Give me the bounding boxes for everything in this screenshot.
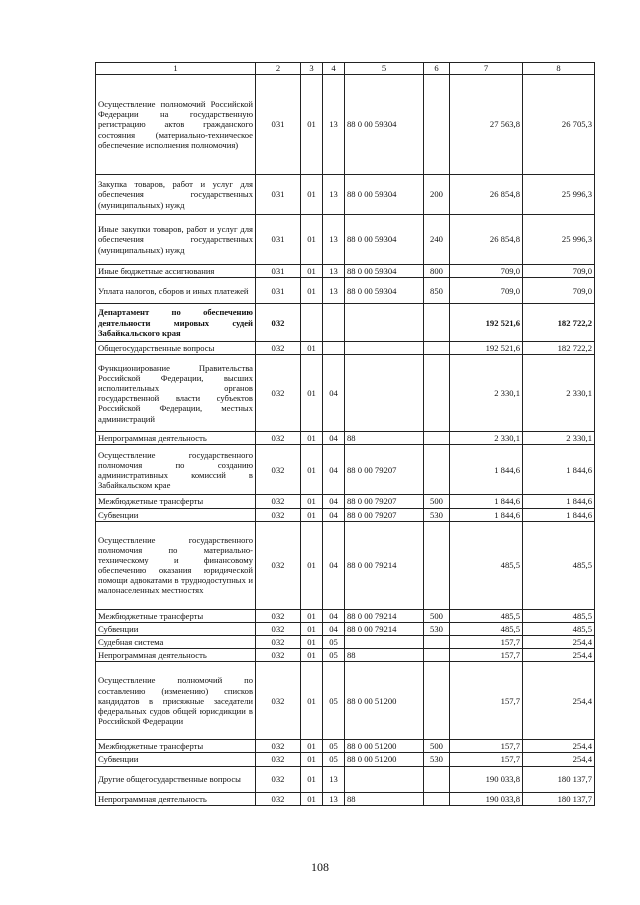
ministry-code-cell: 032 bbox=[256, 622, 301, 635]
item-name-cell: Осуществление полномочий Российской Федерации на государственную регистрацию актов гражданского состояния (материально-техническое обеспечение исполнения полномочия) bbox=[96, 75, 256, 175]
item-name-cell: Субвенции bbox=[96, 622, 256, 635]
amount-year2-cell: 709,0 bbox=[523, 265, 595, 278]
ministry-code-cell: 031 bbox=[256, 215, 301, 265]
table-row bbox=[96, 649, 595, 662]
amount-year1-cell: 1 844,6 bbox=[450, 495, 523, 508]
expense-type-cell: 800 bbox=[424, 265, 450, 278]
amount-year1-cell: 157,7 bbox=[450, 635, 523, 648]
amount-year1-cell: 190 033,8 bbox=[450, 792, 523, 805]
amount-year2-cell: 182 722,2 bbox=[523, 304, 595, 342]
column-header: 2 bbox=[256, 63, 301, 75]
table-row bbox=[96, 175, 595, 215]
target-article-cell: 88 0 00 79214 bbox=[345, 521, 424, 609]
table-row bbox=[96, 521, 595, 609]
table-row bbox=[96, 75, 595, 175]
ministry-code-cell: 031 bbox=[256, 75, 301, 175]
amount-year2-cell: 709,0 bbox=[523, 278, 595, 304]
subsection-cell bbox=[323, 304, 345, 342]
expense-type-cell: 530 bbox=[424, 622, 450, 635]
subsection-cell: 04 bbox=[323, 521, 345, 609]
target-article-cell bbox=[345, 355, 424, 432]
section-cell: 01 bbox=[301, 215, 323, 265]
table-row bbox=[96, 342, 595, 355]
target-article-cell: 88 0 00 59304 bbox=[345, 175, 424, 215]
section-cell: 01 bbox=[301, 635, 323, 648]
ministry-code-cell: 032 bbox=[256, 635, 301, 648]
amount-year2-cell: 254,4 bbox=[523, 740, 595, 753]
amount-year2-cell: 254,4 bbox=[523, 635, 595, 648]
amount-year1-cell: 709,0 bbox=[450, 278, 523, 304]
target-article-cell: 88 0 00 59304 bbox=[345, 265, 424, 278]
expense-type-cell: 500 bbox=[424, 740, 450, 753]
table-row bbox=[96, 278, 595, 304]
ministry-code-cell: 032 bbox=[256, 355, 301, 432]
expense-type-cell bbox=[424, 521, 450, 609]
amount-year1-cell: 192 521,6 bbox=[450, 304, 523, 342]
expense-type-cell: 850 bbox=[424, 278, 450, 304]
item-name-cell: Уплата налогов, сборов и иных платежей bbox=[96, 278, 256, 304]
section-cell: 01 bbox=[301, 622, 323, 635]
target-article-cell: 88 0 00 79207 bbox=[345, 495, 424, 508]
section-cell: 01 bbox=[301, 740, 323, 753]
expense-type-cell: 530 bbox=[424, 508, 450, 521]
subsection-cell: 04 bbox=[323, 355, 345, 432]
section-cell: 01 bbox=[301, 609, 323, 622]
ministry-code-cell: 031 bbox=[256, 175, 301, 215]
item-name-cell: Общегосударственные вопросы bbox=[96, 342, 256, 355]
subsection-cell: 04 bbox=[323, 432, 345, 445]
table-row bbox=[96, 609, 595, 622]
expense-type-cell bbox=[424, 304, 450, 342]
subsection-cell: 13 bbox=[323, 792, 345, 805]
ministry-code-cell: 032 bbox=[256, 766, 301, 792]
ministry-code-cell: 032 bbox=[256, 609, 301, 622]
expense-type-cell: 530 bbox=[424, 753, 450, 766]
table-row bbox=[96, 753, 595, 766]
item-name-cell: Осуществление государственного полномочия по созданию административных комиссий в Забайкальском крае bbox=[96, 445, 256, 495]
subsection-cell: 13 bbox=[323, 278, 345, 304]
section-cell: 01 bbox=[301, 175, 323, 215]
table-row bbox=[96, 432, 595, 445]
amount-year2-cell: 180 137,7 bbox=[523, 766, 595, 792]
subsection-cell: 05 bbox=[323, 740, 345, 753]
ministry-code-cell: 032 bbox=[256, 342, 301, 355]
subsection-cell: 05 bbox=[323, 662, 345, 740]
expense-type-cell: 500 bbox=[424, 609, 450, 622]
item-name-cell: Иные закупки товаров, работ и услуг для обеспечения государственных (муниципальных) нужд bbox=[96, 215, 256, 265]
amount-year2-cell: 1 844,6 bbox=[523, 495, 595, 508]
subsection-cell: 13 bbox=[323, 175, 345, 215]
amount-year2-cell: 182 722,2 bbox=[523, 342, 595, 355]
expense-type-cell bbox=[424, 75, 450, 175]
section-cell: 01 bbox=[301, 508, 323, 521]
section-cell: 01 bbox=[301, 445, 323, 495]
subsection-cell: 04 bbox=[323, 622, 345, 635]
column-header: 7 bbox=[450, 63, 523, 75]
section-cell: 01 bbox=[301, 355, 323, 432]
subsection-cell: 05 bbox=[323, 635, 345, 648]
target-article-cell: 88 0 00 79214 bbox=[345, 609, 424, 622]
section-cell: 01 bbox=[301, 278, 323, 304]
section-cell bbox=[301, 304, 323, 342]
ministry-code-cell: 032 bbox=[256, 495, 301, 508]
table-row bbox=[96, 508, 595, 521]
page-number: 108 bbox=[311, 860, 329, 874]
subsection-cell: 13 bbox=[323, 766, 345, 792]
table-row bbox=[96, 766, 595, 792]
item-name-cell: Межбюджетные трансферты bbox=[96, 495, 256, 508]
item-name-cell: Судебная система bbox=[96, 635, 256, 648]
expense-type-cell: 240 bbox=[424, 215, 450, 265]
section-cell: 01 bbox=[301, 753, 323, 766]
amount-year2-cell: 254,4 bbox=[523, 662, 595, 740]
item-name-cell: Функционирование Правительства Российской Федерации, высших исполнительных органов государственной власти субъектов Российской Федерации, местных администраций bbox=[96, 355, 256, 432]
amount-year1-cell: 157,7 bbox=[450, 740, 523, 753]
expense-type-cell bbox=[424, 649, 450, 662]
column-header: 6 bbox=[424, 63, 450, 75]
item-name-cell: Осуществление государственного полномочия по материально-техническому и финансовому обеспечению оказания юридической помощи адвокатами в труднодоступных и малонаселенных местностях bbox=[96, 521, 256, 609]
item-name-cell: Непрограммная деятельность bbox=[96, 649, 256, 662]
section-cell: 01 bbox=[301, 432, 323, 445]
amount-year2-cell: 254,4 bbox=[523, 649, 595, 662]
target-article-cell: 88 bbox=[345, 649, 424, 662]
amount-year1-cell: 485,5 bbox=[450, 622, 523, 635]
item-name-cell: Другие общегосударственные вопросы bbox=[96, 766, 256, 792]
item-name-cell: Субвенции bbox=[96, 508, 256, 521]
amount-year1-cell: 157,7 bbox=[450, 649, 523, 662]
item-name-cell: Непрограммная деятельность bbox=[96, 432, 256, 445]
item-name-cell: Межбюджетные трансферты bbox=[96, 609, 256, 622]
expense-type-cell bbox=[424, 766, 450, 792]
column-header: 3 bbox=[301, 63, 323, 75]
target-article-cell: 88 0 00 51200 bbox=[345, 753, 424, 766]
amount-year2-cell: 2 330,1 bbox=[523, 432, 595, 445]
item-name-cell: Иные бюджетные ассигнования bbox=[96, 265, 256, 278]
table-row bbox=[96, 265, 595, 278]
table-row bbox=[96, 622, 595, 635]
target-article-cell bbox=[345, 304, 424, 342]
expense-type-cell bbox=[424, 445, 450, 495]
ministry-code-cell: 031 bbox=[256, 278, 301, 304]
subsection-cell: 05 bbox=[323, 649, 345, 662]
expense-type-cell: 500 bbox=[424, 495, 450, 508]
header-row bbox=[96, 63, 595, 75]
subsection-cell: 13 bbox=[323, 75, 345, 175]
target-article-cell bbox=[345, 766, 424, 792]
section-cell: 01 bbox=[301, 265, 323, 278]
column-header: 4 bbox=[323, 63, 345, 75]
ministry-code-cell: 032 bbox=[256, 445, 301, 495]
table-row bbox=[96, 445, 595, 495]
expense-type-cell bbox=[424, 635, 450, 648]
item-name-cell: Закупка товаров, работ и услуг для обеспечения государственных (муниципальных) нужд bbox=[96, 175, 256, 215]
section-cell: 01 bbox=[301, 521, 323, 609]
ministry-code-cell: 032 bbox=[256, 508, 301, 521]
target-article-cell: 88 0 00 59304 bbox=[345, 75, 424, 175]
section-cell: 01 bbox=[301, 342, 323, 355]
target-article-cell: 88 0 00 79214 bbox=[345, 622, 424, 635]
amount-year1-cell: 157,7 bbox=[450, 662, 523, 740]
amount-year2-cell: 485,5 bbox=[523, 609, 595, 622]
column-header: 8 bbox=[523, 63, 595, 75]
section-cell: 01 bbox=[301, 766, 323, 792]
section-cell: 01 bbox=[301, 75, 323, 175]
amount-year1-cell: 26 854,8 bbox=[450, 215, 523, 265]
amount-year2-cell: 26 705,3 bbox=[523, 75, 595, 175]
item-name-cell: Межбюджетные трансферты bbox=[96, 740, 256, 753]
item-name-cell: Департамент по обеспечению деятельности мировых судей Забайкальского края bbox=[96, 304, 256, 342]
subsection-cell bbox=[323, 342, 345, 355]
target-article-cell: 88 0 00 59304 bbox=[345, 215, 424, 265]
ministry-code-cell: 032 bbox=[256, 792, 301, 805]
subsection-cell: 04 bbox=[323, 508, 345, 521]
amount-year1-cell: 485,5 bbox=[450, 609, 523, 622]
ministry-code-cell: 032 bbox=[256, 740, 301, 753]
column-header: 1 bbox=[96, 63, 256, 75]
expense-type-cell bbox=[424, 792, 450, 805]
expense-type-cell bbox=[424, 342, 450, 355]
amount-year1-cell: 190 033,8 bbox=[450, 766, 523, 792]
amount-year2-cell: 1 844,6 bbox=[523, 508, 595, 521]
target-article-cell bbox=[345, 635, 424, 648]
ministry-code-cell: 032 bbox=[256, 753, 301, 766]
table-row bbox=[96, 304, 595, 342]
amount-year1-cell: 157,7 bbox=[450, 753, 523, 766]
ministry-code-cell: 032 bbox=[256, 304, 301, 342]
column-header: 5 bbox=[345, 63, 424, 75]
target-article-cell: 88 0 00 51200 bbox=[345, 740, 424, 753]
item-name-cell: Субвенции bbox=[96, 753, 256, 766]
amount-year1-cell: 27 563,8 bbox=[450, 75, 523, 175]
amount-year1-cell: 26 854,8 bbox=[450, 175, 523, 215]
ministry-code-cell: 032 bbox=[256, 432, 301, 445]
expense-type-cell bbox=[424, 432, 450, 445]
target-article-cell: 88 bbox=[345, 432, 424, 445]
amount-year2-cell: 25 996,3 bbox=[523, 175, 595, 215]
item-name-cell: Непрограммная деятельность bbox=[96, 792, 256, 805]
target-article-cell: 88 bbox=[345, 792, 424, 805]
amount-year1-cell: 192 521,6 bbox=[450, 342, 523, 355]
amount-year1-cell: 485,5 bbox=[450, 521, 523, 609]
budget-table bbox=[95, 62, 595, 806]
target-article-cell: 88 0 00 51200 bbox=[345, 662, 424, 740]
target-article-cell: 88 0 00 79207 bbox=[345, 508, 424, 521]
amount-year2-cell: 254,4 bbox=[523, 753, 595, 766]
subsection-cell: 04 bbox=[323, 495, 345, 508]
table-row bbox=[96, 792, 595, 805]
table-row bbox=[96, 355, 595, 432]
subsection-cell: 04 bbox=[323, 445, 345, 495]
amount-year2-cell: 485,5 bbox=[523, 521, 595, 609]
amount-year2-cell: 1 844,6 bbox=[523, 445, 595, 495]
target-article-cell: 88 0 00 59304 bbox=[345, 278, 424, 304]
amount-year2-cell: 2 330,1 bbox=[523, 355, 595, 432]
amount-year2-cell: 485,5 bbox=[523, 622, 595, 635]
expense-type-cell bbox=[424, 662, 450, 740]
expense-type-cell bbox=[424, 355, 450, 432]
amount-year1-cell: 2 330,1 bbox=[450, 432, 523, 445]
ministry-code-cell: 031 bbox=[256, 265, 301, 278]
ministry-code-cell: 032 bbox=[256, 662, 301, 740]
amount-year1-cell: 709,0 bbox=[450, 265, 523, 278]
subsection-cell: 05 bbox=[323, 753, 345, 766]
target-article-cell: 88 0 00 79207 bbox=[345, 445, 424, 495]
table-row bbox=[96, 495, 595, 508]
table-row bbox=[96, 662, 595, 740]
section-cell: 01 bbox=[301, 649, 323, 662]
amount-year1-cell: 2 330,1 bbox=[450, 355, 523, 432]
table-row bbox=[96, 215, 595, 265]
amount-year2-cell: 180 137,7 bbox=[523, 792, 595, 805]
expense-type-cell: 200 bbox=[424, 175, 450, 215]
amount-year1-cell: 1 844,6 bbox=[450, 508, 523, 521]
section-cell: 01 bbox=[301, 495, 323, 508]
subsection-cell: 13 bbox=[323, 215, 345, 265]
ministry-code-cell: 032 bbox=[256, 521, 301, 609]
table-row bbox=[96, 635, 595, 648]
amount-year2-cell: 25 996,3 bbox=[523, 215, 595, 265]
item-name-cell: Осуществление полномочий по составлению (изменению) списков кандидатов в присяжные заседатели федеральных судов общей юрисдикции в Российской Федерации bbox=[96, 662, 256, 740]
ministry-code-cell: 032 bbox=[256, 649, 301, 662]
subsection-cell: 13 bbox=[323, 265, 345, 278]
target-article-cell bbox=[345, 342, 424, 355]
section-cell: 01 bbox=[301, 792, 323, 805]
table-row bbox=[96, 740, 595, 753]
section-cell: 01 bbox=[301, 662, 323, 740]
amount-year1-cell: 1 844,6 bbox=[450, 445, 523, 495]
subsection-cell: 04 bbox=[323, 609, 345, 622]
